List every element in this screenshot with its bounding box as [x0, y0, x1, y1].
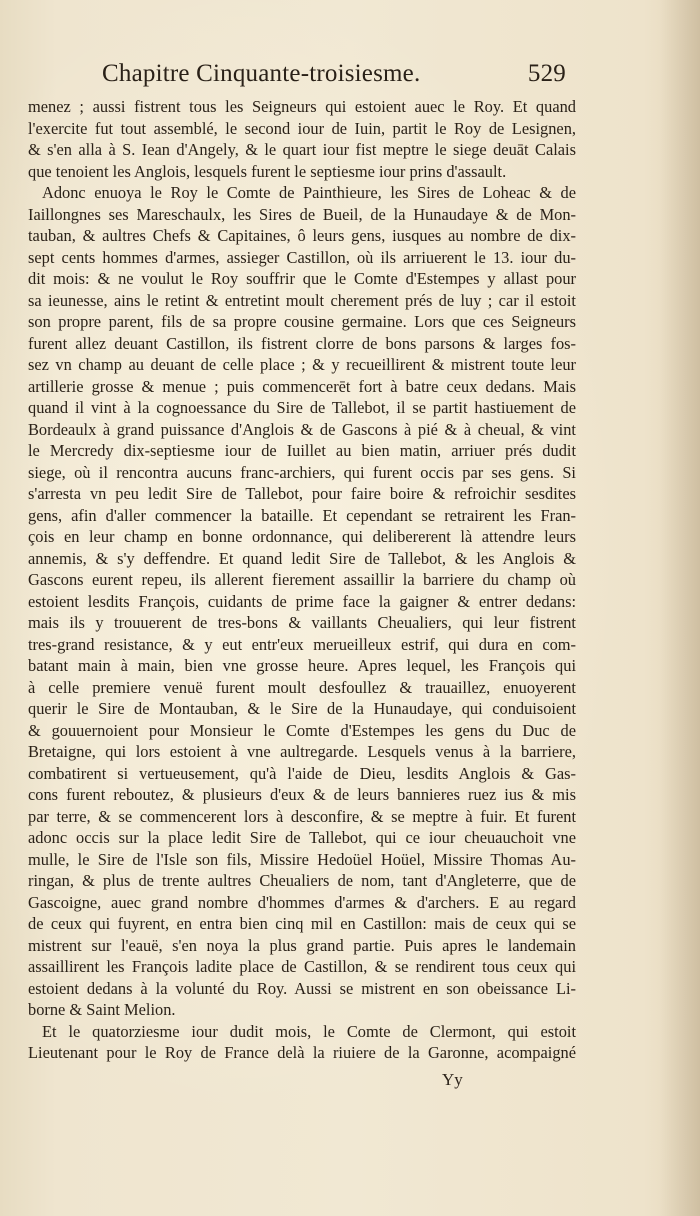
text-line: Adonc enuoya le Roy le Comte de Painthieure, les Sires de Loheac & de — [42, 183, 576, 202]
text-line: batant main à main, bien vne grosse heure. Apres lequel, les François qui — [28, 656, 576, 675]
text-line: & s'en alla à S. Iean d'Angely, & le quart iour fist meptre le siege deuāt Calais — [28, 140, 576, 159]
text-line: à celle premiere venuë furent moult desfoullez & trauaillez, enuoyerent — [28, 677, 576, 697]
running-head — [28, 60, 576, 96]
text-line: mulle, le Sire de l'Isle son fils, Missire Hedoüel Hoüel, Missire Thomas Au- — [28, 849, 576, 869]
body-text — [28, 96, 576, 1064]
text-line: par terre, & se commencerent lors à desconfire, & se meptre à fuir. Et furent — [28, 806, 576, 826]
text-line: çois en leur champ en bonne ordonnance, qui delibererent là attendre leurs — [28, 527, 576, 546]
text-line: gens, afin d'aller commencer la bataille. Et cependant se retrairent les Fran- — [28, 505, 576, 525]
text-line: Et le quatorziesme iour dudit mois, le Comte de Clermont, qui estoit — [42, 1021, 576, 1041]
text-line: Bordeaulx à grand puissance d'Anglois & de Gascons à pié & à cheual, & vint — [28, 419, 576, 439]
text-line: combatirent si vertueusement, qu'à l'aide de Dieu, lesdits Anglois & Gas- — [28, 763, 576, 783]
text-line: Gascons eurent repeu, ils allerent fierement assaillir la barriere du champ où — [28, 570, 576, 589]
text-line: sez vn champ au deuant de celle place ; & y recueillirent & mistrent toute leur — [28, 355, 576, 374]
text-line: Bretaigne, qui lors estoient à vne aultregarde. Lesquels venus à la barriere, — [28, 742, 576, 761]
text-line: estoient lesdits François, cuidants de prime face la gaigner & entrer dedans: — [28, 591, 576, 611]
text-line: Gascoigne, auec grand nombre d'hommes d'armes & d'archers. E au regard — [28, 892, 576, 912]
page-edge-shadow — [660, 0, 700, 1216]
catchword-text: Yy — [442, 1069, 463, 1089]
text-block — [28, 60, 576, 1092]
text-line: l'exercite fut tout assemblé, le second iour de Iuin, partit le Roy de Lesignen, — [28, 118, 576, 138]
text-line: adonc occis sur la place ledit Sire de Tallebot, qui ce iour cheuauchoit vne — [28, 828, 576, 847]
text-line: Lieutenant pour le Roy de France delà la riuiere de la Garonne, acompaigné — [28, 1043, 576, 1062]
text-line: dit mois: & ne voulut le Roy souffrir que le Comte d'Estempes y allast pour — [28, 269, 576, 288]
text-line: mistrent sur l'eauë, s'en noya la plus grand partie. Puis apres le landemain — [28, 935, 576, 955]
text-line: borne & Saint Melion. — [28, 1000, 176, 1019]
text-line: Iaillongnes ses Mareschaulx, les Sires de Bueil, de la Hunaudaye & de Mon- — [28, 204, 576, 224]
text-line: ringan, & plus de trente aultres Cheualiers de nom, tant d'Angleterre, que de — [28, 871, 576, 890]
text-line: son propre parent, fils de sa propre cousine germaine. Lors que ces Seigneurs — [28, 312, 576, 331]
text-line: que tenoient les Anglois, lesquels furent le septiesme iour prins d'assault. — [28, 161, 507, 181]
catchword — [28, 1064, 576, 1092]
text-line: s'arresta vn peu ledit Sire de Tallebot, pour faire boire & refroichir sesdites — [28, 484, 576, 503]
chapter-title: Chapitre Cinquante-troisiesme. — [102, 60, 421, 87]
text-line: de ceux qui fuyrent, en entra bien cinq mil en Castillon: mais de ceux qui se — [28, 914, 576, 933]
text-line: siege, où il rencontra aucuns franc-archiers, qui furent occis par ses gens. Si — [28, 462, 576, 482]
text-line: cons furent reboutez, & plusieurs d'eux & de leurs bannieres ruez ius & mis — [28, 785, 576, 804]
text-line: sept cents hommes d'armes, assieger Castillon, où ils arriuerent le 13. iour du- — [28, 247, 576, 267]
page-number: 529 — [527, 60, 566, 87]
text-line: mais ils y trouuerent de tres-bons & vaillants Cheualiers, qui leur fistrent — [28, 613, 576, 632]
text-line: estoient dedans à la volunté du Roy. Aussi se mistrent en son obeissance Li- — [28, 978, 576, 998]
text-line: furent allez deuant Castillon, ils fistrent clorre de bons parsons & larges fos- — [28, 333, 576, 353]
text-line: artillerie grosse & menue ; puis commencerēt fort à batre ceux dedans. Mais — [28, 376, 576, 396]
text-line: & gouuernoient pour Monsieur le Comte d'Estempes les gens du Duc de — [28, 720, 576, 740]
text-line: annemis, & s'y deffendre. Et quand ledit Sire de Tallebot, & les Anglois & — [28, 548, 576, 568]
text-line: querir le Sire de Montauban, & le Sire de la Hunaudaye, qui conduisoient — [28, 699, 576, 718]
text-line: sa ieunesse, ains le retint & entretint moult cherement prés de luy ; car il estoit — [28, 290, 576, 310]
text-line: le Mercredy dix-septiesme iour de Iuillet au bien matin, arriuer prés dudit — [28, 441, 576, 460]
text-line: assaillirent les François ladite place de Castillon, & se rendirent tous ceux qui — [28, 957, 576, 976]
text-line: menez ; aussi fistrent tous les Seigneurs qui estoient auec le Roy. Et quand — [28, 97, 576, 116]
text-line: tres-grand resistance, & y eut entr'eux merueilleux estrif, qui dura en com- — [28, 634, 576, 654]
text-line: tauban, & aultres Chefs & Capitaines, ô leurs gens, iusques au nombre de dix- — [28, 226, 576, 245]
text-line: quand il vint à la cognoessance du Sire de Tallebot, il se partit hastiuement de — [28, 398, 576, 417]
